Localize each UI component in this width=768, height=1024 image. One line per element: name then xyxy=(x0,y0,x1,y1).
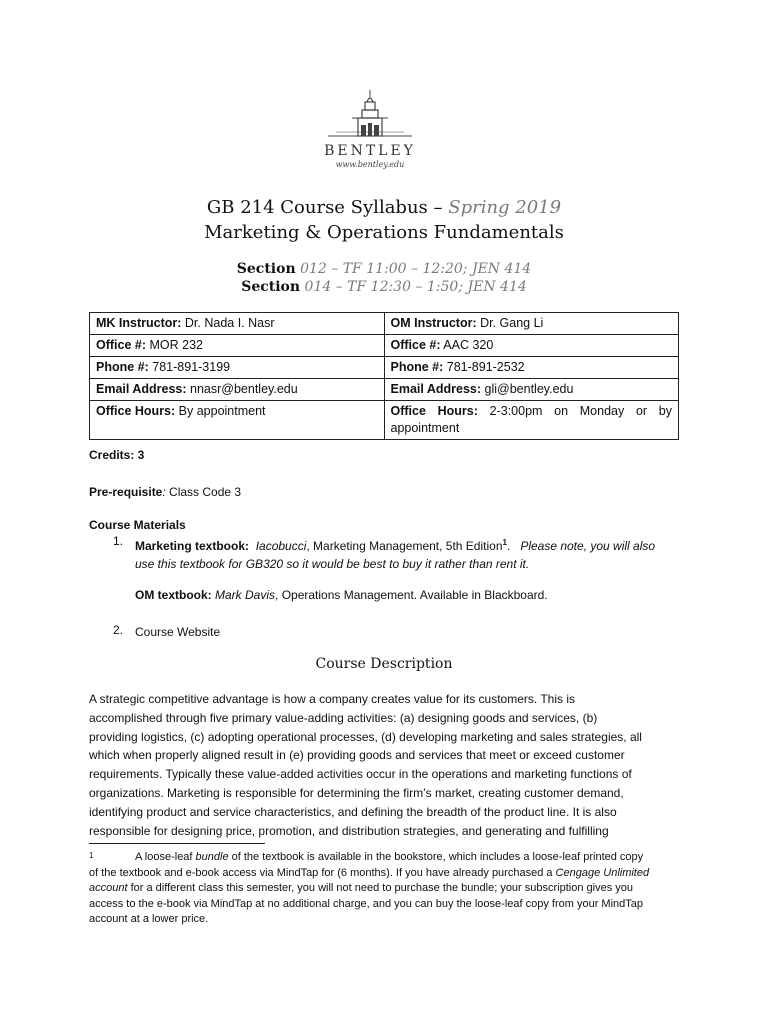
table-cell xyxy=(384,401,679,440)
table-cell xyxy=(384,313,679,335)
cell-value: appointment xyxy=(390,421,460,435)
credits-line xyxy=(89,448,144,462)
paragraph-line: accomplished through five primary value-adding activities: (a) designing goods and services, (b) xyxy=(89,710,598,725)
table-row xyxy=(90,379,679,401)
footnote-line xyxy=(89,850,677,866)
table-cell xyxy=(90,401,385,440)
page-title xyxy=(0,197,768,218)
cell-label: Office #: xyxy=(390,338,441,352)
footnote-ref[interactable]: 1 xyxy=(502,538,507,547)
credits-value: 3 xyxy=(134,448,145,462)
footnote-line: account at a lower price. xyxy=(89,913,209,926)
prerequisite-value: Class Code 3 xyxy=(165,485,242,499)
cell-label: MK Instructor: xyxy=(96,316,182,330)
item-label: Marketing textbook: xyxy=(135,539,250,553)
cell-label: Office Hours: xyxy=(96,404,176,418)
cell-value: MOR 232 xyxy=(146,338,203,352)
instructor-table xyxy=(89,312,679,440)
footnote xyxy=(89,850,677,928)
course-description-paragraph xyxy=(89,690,677,840)
course-website-link[interactable]: Course Website xyxy=(135,625,221,639)
paragraph-line: identifying product and service characteristics, and defining the breadth of the product line. It is also xyxy=(89,804,617,819)
cell-label: Office Hours: xyxy=(390,404,478,418)
prerequisite-line xyxy=(89,485,241,499)
footnote-text: bundle xyxy=(195,851,229,863)
cell-label: Email Address: xyxy=(390,382,482,396)
footnote-line xyxy=(89,866,677,882)
section-details: 014 – TF 12:30 – 1:50; JEN 414 xyxy=(304,279,527,295)
footnote-line: access to the e-book via MindTap at no additional charge, and you can buy the loose-leaf copy from your MindTap xyxy=(89,897,643,910)
prerequisite-label: Pre-requisite xyxy=(89,485,163,499)
footnote-text: account xyxy=(89,882,128,895)
table-row xyxy=(90,357,679,379)
section-014 xyxy=(0,279,768,295)
item-author: Iacobucci xyxy=(255,539,307,553)
table-cell xyxy=(90,357,385,379)
cell-value: 781-891-3199 xyxy=(148,360,231,374)
table-cell xyxy=(384,335,679,357)
table-cell xyxy=(90,379,385,401)
list-text xyxy=(135,534,680,573)
section-label: Section xyxy=(241,279,301,295)
cell-label: OM Instructor: xyxy=(390,316,477,330)
course-title: GB 214 Course Syllabus – xyxy=(206,197,443,218)
item-period: . xyxy=(506,539,511,553)
footnote-line xyxy=(89,881,677,897)
cell-value: Dr. Gang Li xyxy=(476,316,544,330)
footnote-text: of the textbook is available in the bookstore, which includes a loose-leaf printed copy xyxy=(228,851,644,863)
paragraph-line: organizations. Marketing is responsible for determining the firm’s market, creating customer demand, xyxy=(89,785,624,800)
table-cell xyxy=(90,335,385,357)
table-cell xyxy=(90,313,385,335)
term-label: Spring 2019 xyxy=(448,197,562,218)
footnote-mark: 1 xyxy=(89,851,94,860)
section-details: 012 – TF 11:00 – 12:20; JEN 414 xyxy=(300,261,532,277)
om-email-link[interactable]: gli@bentley.edu xyxy=(481,382,574,396)
cell-value: Dr. Nada I. Nasr xyxy=(181,316,275,330)
cell-label: Phone #: xyxy=(390,360,444,374)
table-row xyxy=(90,313,679,335)
prerequisite-colon: : xyxy=(162,485,166,499)
cell-label: Email Address: xyxy=(96,382,187,396)
footnote-text: A loose-leaf xyxy=(135,851,196,863)
table-row xyxy=(90,335,679,357)
section-label: Section xyxy=(236,261,296,277)
course-description-heading: Course Description xyxy=(315,656,453,672)
table-cell xyxy=(384,357,679,379)
list-number: 1. xyxy=(113,534,124,548)
footnote-text: for a different class this semester, you will not need to purchase the bundle; your subscription gives you xyxy=(127,882,633,895)
paragraph-line: responsible for designing price, promotion, and distribution strategies, and generating and fulfilling xyxy=(89,823,609,838)
om-textbook-line xyxy=(135,588,548,602)
cell-value: By appointment xyxy=(175,404,266,418)
list-number: 2. xyxy=(113,623,124,637)
paragraph-line: providing logistics, (c) adopting operational processes, (d) developing marketing and sales strategies, all xyxy=(89,729,642,744)
item-note: use this textbook for GB320 so it would be best to buy it rather than rent it. xyxy=(135,557,530,571)
logo-wordmark: BENTLEY xyxy=(324,143,416,159)
cell-label: Office #: xyxy=(96,338,147,352)
item-label: OM textbook: xyxy=(135,588,212,602)
page-subtitle: Marketing & Operations Fundamentals xyxy=(204,222,564,243)
paragraph-line: A strategic competitive advantage is how a company creates value for its customers. This is xyxy=(89,692,575,706)
mk-email-link[interactable]: nnasr@bentley.edu xyxy=(186,382,298,396)
cell-value: 781-891-2532 xyxy=(443,360,525,374)
footnote-text: of the textbook and e-book access via MindTap for (6 months). If you have already purchased a xyxy=(89,866,556,879)
footnote-text: Cengage Unlimited xyxy=(555,866,650,879)
paragraph-line: requirements. Typically these value-added activities occur in the operations and marketing functions of xyxy=(89,767,632,782)
footnote-divider xyxy=(89,843,265,844)
list-text xyxy=(135,623,680,641)
section-012 xyxy=(0,261,768,277)
item-book: , Operations Management. Available in Blackboard. xyxy=(275,588,548,602)
bentley-tower-icon xyxy=(322,88,418,142)
credits-label: Credits: xyxy=(89,448,135,462)
bentley-logo xyxy=(318,88,422,178)
cell-line xyxy=(391,403,673,420)
paragraph-line: which when properly aligned result in (e) providing goods and services that meet or exceed customer xyxy=(89,748,625,763)
item-author: Mark Davis xyxy=(215,588,276,602)
cell-value: 2-3:00pm on Monday or by xyxy=(477,404,672,418)
course-materials-heading: Course Materials xyxy=(89,518,186,532)
cell-value: AAC 320 xyxy=(440,338,494,352)
table-row xyxy=(90,401,679,440)
cell-label: Phone #: xyxy=(96,360,149,374)
table-cell xyxy=(384,379,679,401)
item-note: Please note, you will also xyxy=(520,539,656,553)
item-book: , Marketing Management, 5th Edition xyxy=(306,539,503,553)
logo-url: www.bentley.edu xyxy=(335,160,405,169)
